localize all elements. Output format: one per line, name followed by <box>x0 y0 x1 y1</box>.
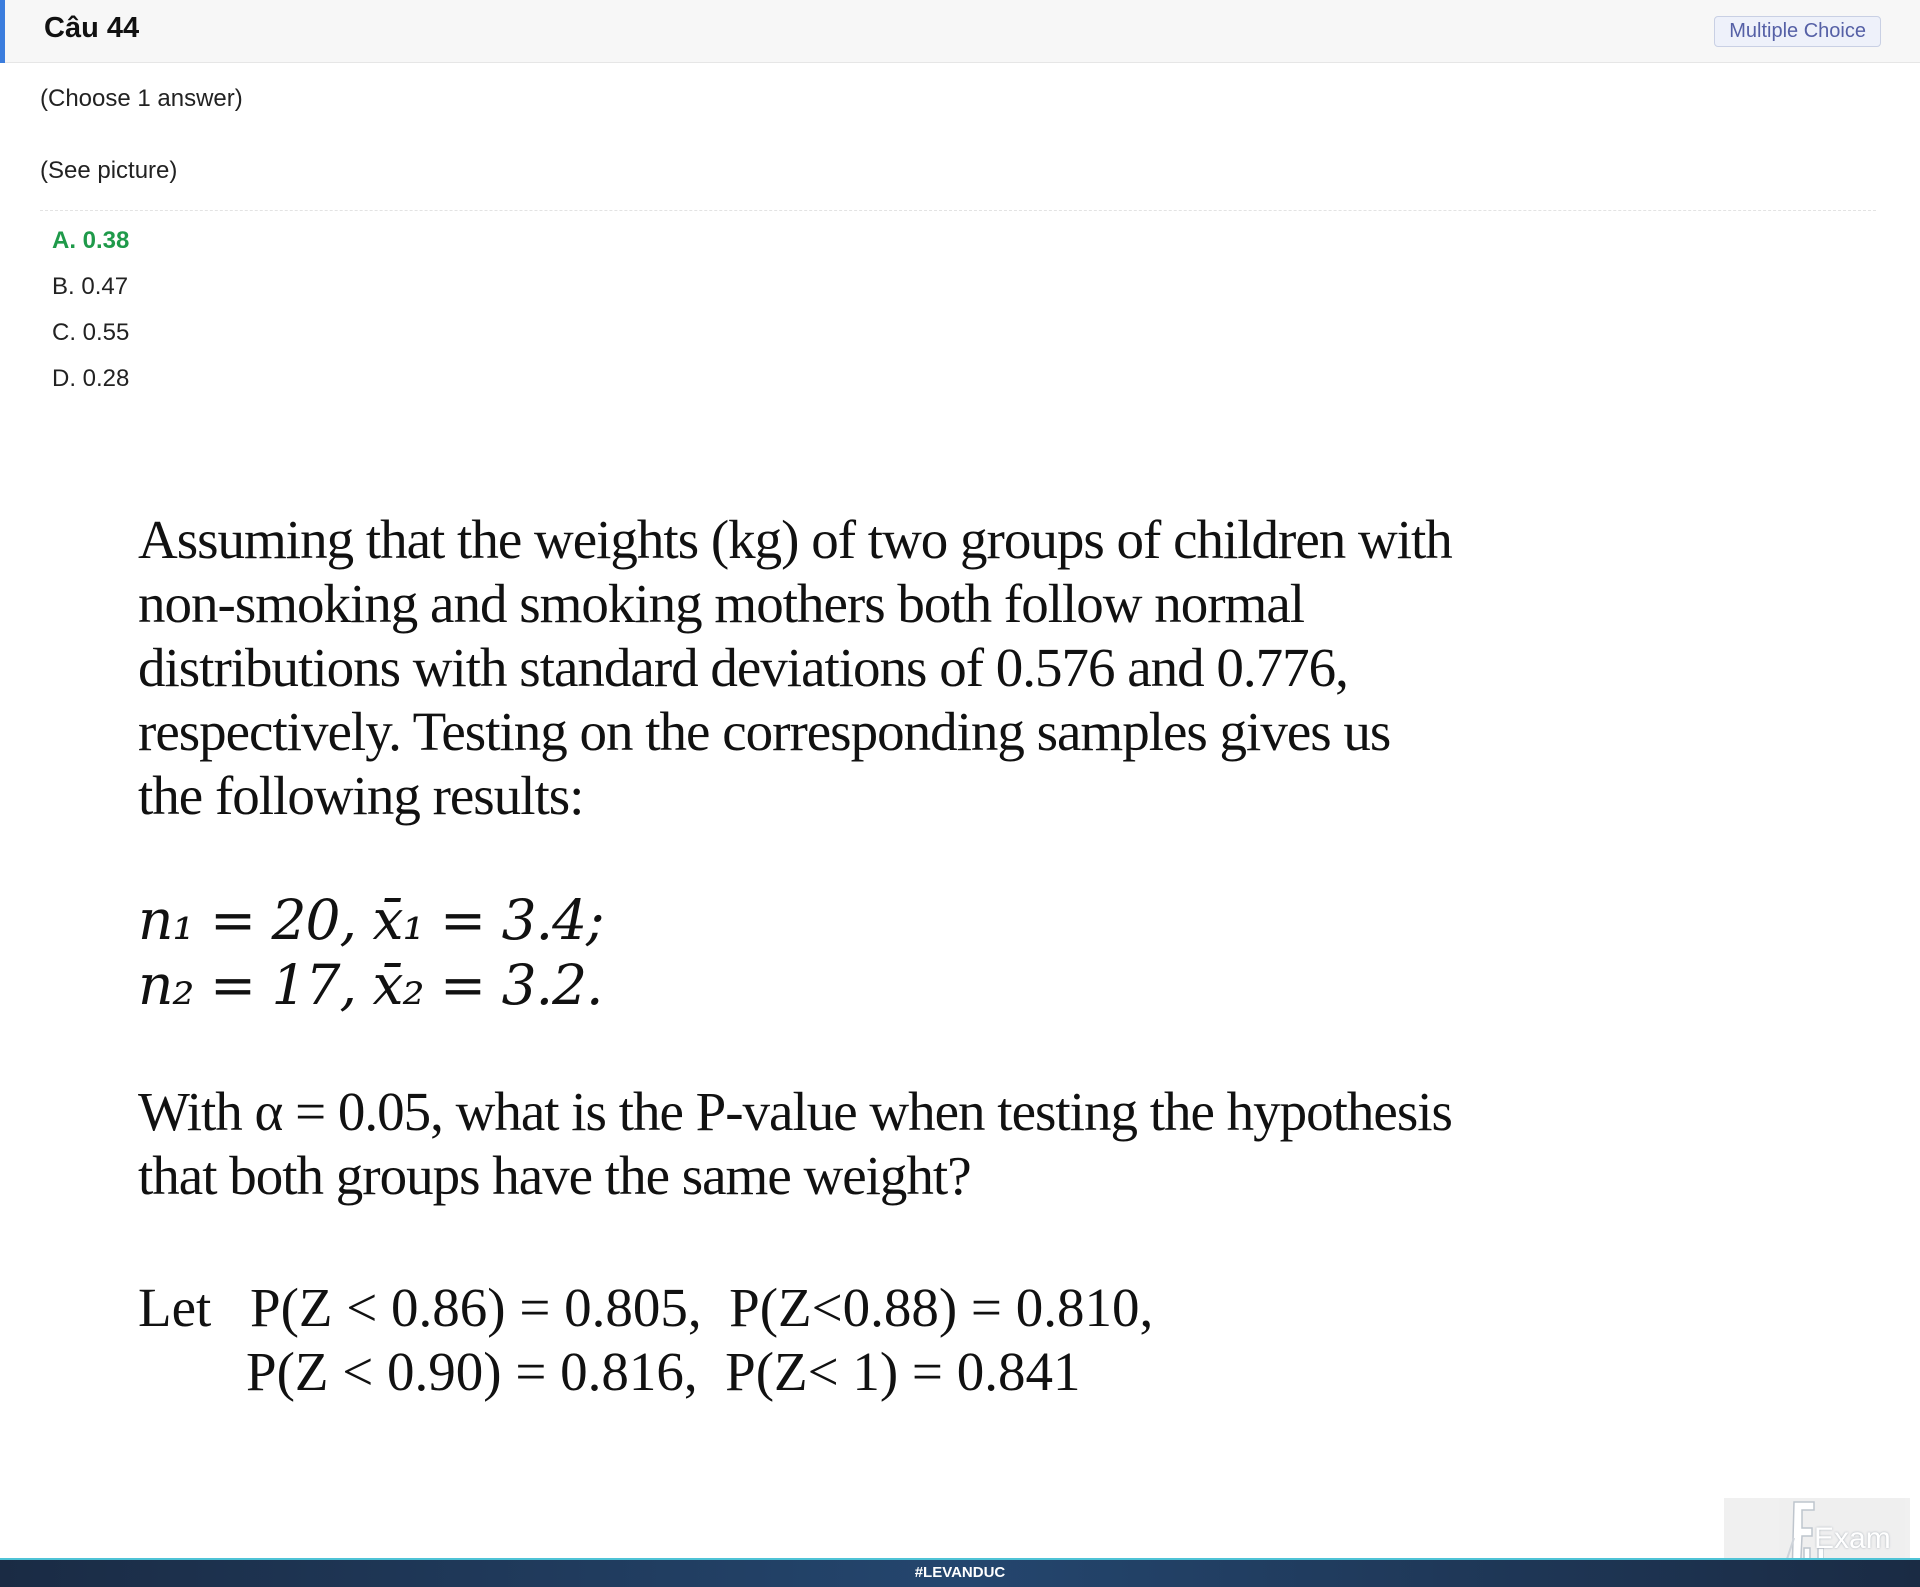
question-type-badge: Multiple Choice <box>1714 16 1881 47</box>
let-label: Let <box>138 1277 212 1338</box>
header-accent-bar <box>0 0 5 63</box>
question-paragraph: Assuming that the weights (kg) of two groups of children with non-smoking and smoking mothers both follow normal distributions with standard deviations of 0.576 and 0.776, respectively. Testing on the corresponding samples gives us the following results: <box>138 509 1452 826</box>
option-d[interactable]: D. 0.28 <box>52 365 130 392</box>
choose-instruction: (Choose 1 answer) <box>40 85 243 112</box>
option-a[interactable]: A. 0.38 <box>52 227 130 254</box>
divider <box>40 210 1876 211</box>
question-image <box>130 490 1590 1420</box>
footer-bar <box>0 1558 1920 1587</box>
sample-1-formula: n₁ = 20, x̄₁ = 3.4; <box>138 888 604 952</box>
option-c[interactable]: C. 0.55 <box>52 319 130 346</box>
logo-text: Exam <box>1814 1522 1891 1555</box>
see-picture-instruction: (See picture) <box>40 157 178 184</box>
question-header <box>0 0 1920 63</box>
footer-text: #LEVANDUC <box>914 1564 1006 1581</box>
probability-line-1: P(Z < 0.86) = 0.805, P(Z<0.88) = 0.810, <box>250 1277 1154 1338</box>
question-prompt: With α = 0.05, what is the P-value when testing the hypothesis that both groups have the same weight? <box>138 1081 1452 1206</box>
answer-options <box>52 226 129 410</box>
option-b[interactable]: B. 0.47 <box>52 273 129 300</box>
sample-2-formula: n₂ = 17, x̄₂ = 3.2. <box>138 953 603 1017</box>
probability-line-2: P(Z < 0.90) = 0.816, P(Z< 1) = 0.841 <box>246 1341 1081 1402</box>
question-title: Câu 44 <box>44 12 140 44</box>
